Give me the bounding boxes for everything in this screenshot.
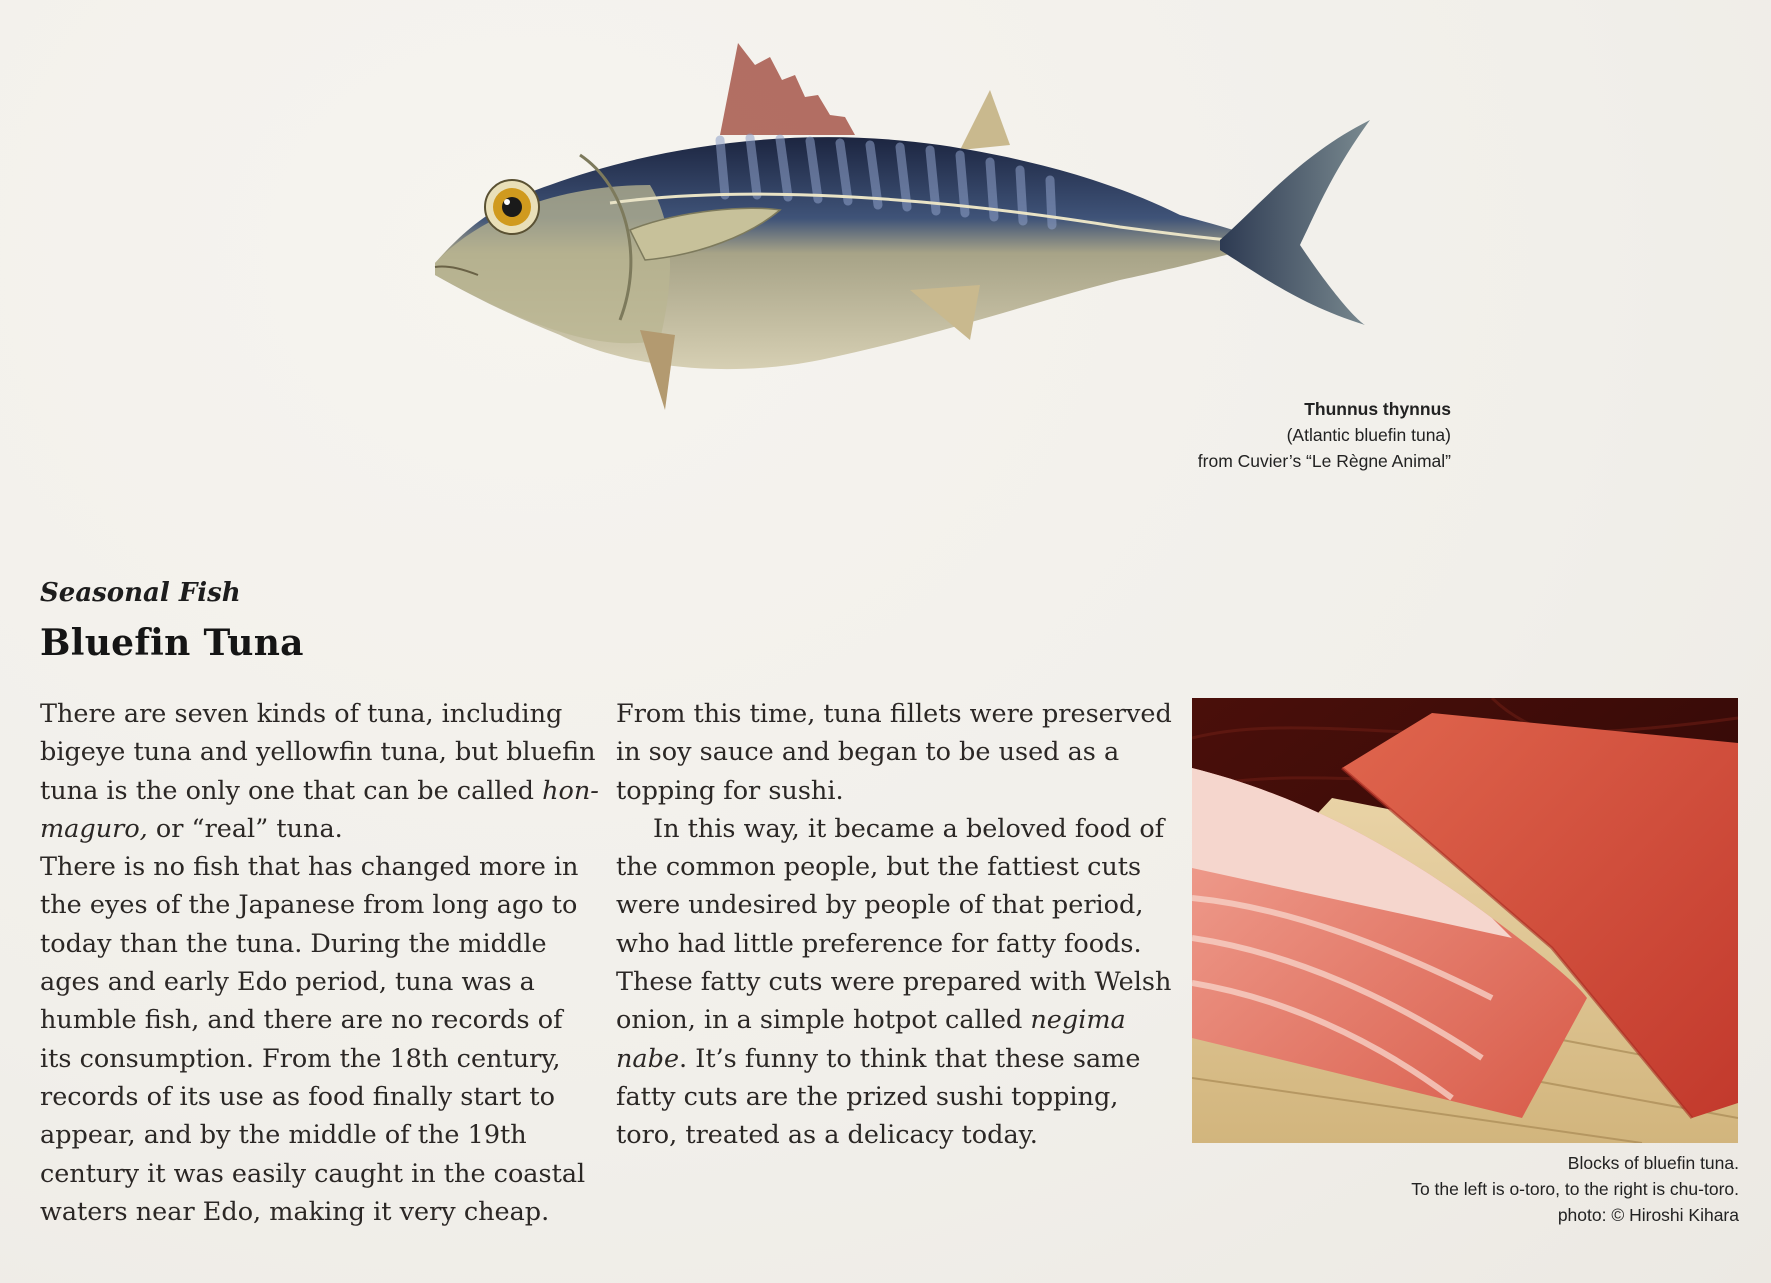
term-negima-nabe: negima nabe xyxy=(616,1005,1126,1074)
species-name: Thunnus thynnus xyxy=(1304,399,1451,419)
paragraph: From this time, tuna fillets were preserved in soy sauce and began to be used as a topping for sushi. xyxy=(616,699,1172,806)
second-dorsal-fin xyxy=(960,90,1010,150)
species-common-name: (Atlantic bluefin tuna) xyxy=(1286,425,1451,445)
paragraph: There is no fish that has changed more in the eyes of the Japanese from long ago to today than the tuna. During the middle ages and early Edo period, tuna was a humble fish, and there are no records of its consumption. From the 18th century, records of its use as food finally start to appear, and by the middle of the 19th century it was easily caught in the coastal waters near Edo, making it very cheap. xyxy=(40,852,586,1227)
section-kicker: Seasonal Fish xyxy=(40,578,241,608)
photo-caption-line-2: To the left is o-toro, to the right is chu-toro. xyxy=(1411,1179,1739,1199)
article-column-1 xyxy=(40,695,600,1231)
paragraph: In this way, it became a beloved food of the common people, but the fattiest cuts were undesired by people of that period, who had little preference for fatty foods. These fatty cuts were prepared with Welsh onion, in a simple hotpot called negima nabe. It’s funny to think that these same fatty cuts are the prized sushi topping, toro, treated as a delicacy today. xyxy=(616,813,1172,1151)
article-title: Bluefin Tuna xyxy=(40,622,304,664)
photo-caption xyxy=(1411,1150,1739,1228)
tuna-blocks-photo xyxy=(1192,698,1738,1143)
dorsal-fin xyxy=(720,43,855,135)
article-column-2 xyxy=(616,695,1186,1155)
illustration-source: from Cuvier’s “Le Règne Animal” xyxy=(1197,451,1451,471)
illustration-caption xyxy=(1198,396,1451,474)
tail-fin xyxy=(1220,120,1370,325)
term-hon-maguro: hon-maguro, xyxy=(40,775,599,844)
photo-caption-line-1: Blocks of bluefin tuna. xyxy=(1567,1153,1739,1173)
pelvic-fin xyxy=(640,330,675,410)
photo-credit: photo: © Hiroshi Kihara xyxy=(1557,1205,1739,1225)
paragraph: There are seven kinds of tuna, including bigeye tuna and yellowfin tuna, but bluefin tuna is the only one that can be called hon-maguro, or “real” tuna. xyxy=(40,699,599,844)
